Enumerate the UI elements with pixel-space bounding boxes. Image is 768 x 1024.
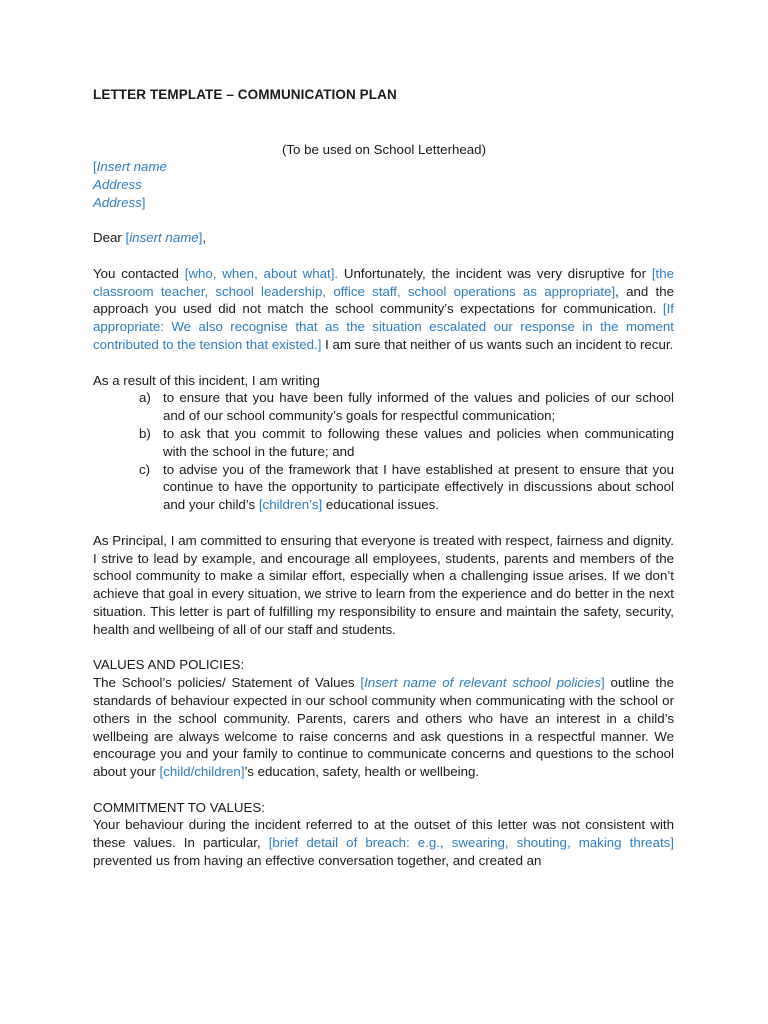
address-block (93, 158, 674, 211)
list-marker: a) (139, 390, 151, 406)
para1-placeholder-3: [If appropriate: We also recognise that as the situation escalated our response in the moment contributed to the tension that existed.] (93, 301, 674, 352)
greeting (93, 229, 674, 247)
greeting-placeholder: insert name (129, 230, 199, 246)
list-marker: b) (139, 425, 151, 441)
commitment-text-1: Your behaviour during the incident referred to at the outset of this letter was not consistent with these values. In particular, (93, 817, 674, 851)
address-line-2: Address (93, 194, 142, 210)
para1-placeholder-2: [the classroom teacher, school leadership, office staff, school operations as appropriate] (93, 265, 674, 299)
commitment-heading: COMMITMENT TO VALUES: (93, 799, 265, 815)
greeting-bracket-close: ] (198, 230, 203, 246)
letterhead-note: (To be used on School Letterhead) (281, 142, 487, 157)
list-item (93, 389, 674, 425)
greeting-comma: , (202, 230, 207, 246)
list-text-tail: educational issues. (322, 497, 439, 513)
values-placeholder-2: [child/children] (159, 764, 245, 780)
para1-text-3: , and the approach you used did not match the school community’s expectations for communication. (93, 283, 674, 317)
list-text: to ensure that you have been fully informed of the values and policies of our school and of our school community’s goals for respectful communication; (163, 390, 674, 424)
page-title: LETTER TEMPLATE – COMMUNICATION PLAN (93, 87, 397, 102)
list-text: to advise you of the framework that I have established at present to ensure that you continue to have the opportunity to participate effectively in discussions about school and your child’s (163, 461, 674, 513)
address-close-bracket: ] (141, 194, 146, 210)
purpose-intro: As a result of this incident, I am writing (93, 372, 320, 388)
commitment-placeholder: [brief detail of breach: e.g., swearing, shouting, making threats] (268, 835, 674, 851)
list-text: to ask that you commit to following these values and policies when communicating with the school in the future; and (163, 425, 674, 459)
list-placeholder: [children’s] (258, 497, 323, 513)
letter-body (93, 158, 674, 870)
values-placeholder-1: Insert name of relevant school policies (364, 675, 601, 691)
address-open-bracket: [ (93, 159, 97, 174)
address-name: Insert name (96, 159, 167, 174)
para1-text-4: I am sure that neither of us wants such an incident to recur. (321, 336, 674, 352)
list-item (93, 461, 674, 514)
para1-placeholder-1: [who, when, about what]. (184, 265, 339, 281)
values-text-2: outline the standards of behaviour expected in our school community when communicating with the school or others in the school community. Parents, carers and others who have an interest in a child’s wellbeing are always welcome to raise concerns and ask questions in a respectful manner. We encourage you and your family to continue to communicate concerns and questions to the school about your (93, 675, 674, 780)
values-heading: VALUES AND POLICIES: (93, 657, 245, 673)
paragraph-commitment (93, 816, 674, 869)
paragraph-incident (93, 265, 674, 354)
list-marker: c) (139, 461, 151, 477)
list-item (93, 425, 674, 461)
para1-text-2: Unfortunately, the incident was very disruptive for (338, 265, 652, 281)
values-text-1: The School’s policies/ Statement of Values (93, 675, 361, 691)
greeting-dear: Dear (93, 230, 126, 246)
paragraph-principal: As Principal, I am committed to ensuring that everyone is treated with respect, fairness and dignity. I strive to lead by example, and encourage all employees, students, parents and members of the school community to make a similar effort, especially when a challenging issue arises. If we don’t achieve that goal in every situation, we strive to learn from the experience and do better in the next situation. This letter is part of fulfilling my responsibility to ensure and maintain the safety, security, health and wellbeing of all of our staff and students. (93, 532, 674, 637)
purpose-list (93, 389, 674, 514)
para1-text-1: You contacted (93, 265, 185, 281)
greeting-bracket-open: [ (125, 230, 130, 246)
paragraph-values (93, 674, 674, 781)
values-bracket-close: ] (600, 675, 605, 691)
address-line-1: Address (93, 176, 142, 192)
values-bracket-open: [ (360, 675, 365, 691)
commitment-text-2: prevented us from having an effective conversation together, and created an (93, 853, 542, 869)
values-text-3: ’s education, safety, health or wellbeing. (244, 764, 480, 780)
